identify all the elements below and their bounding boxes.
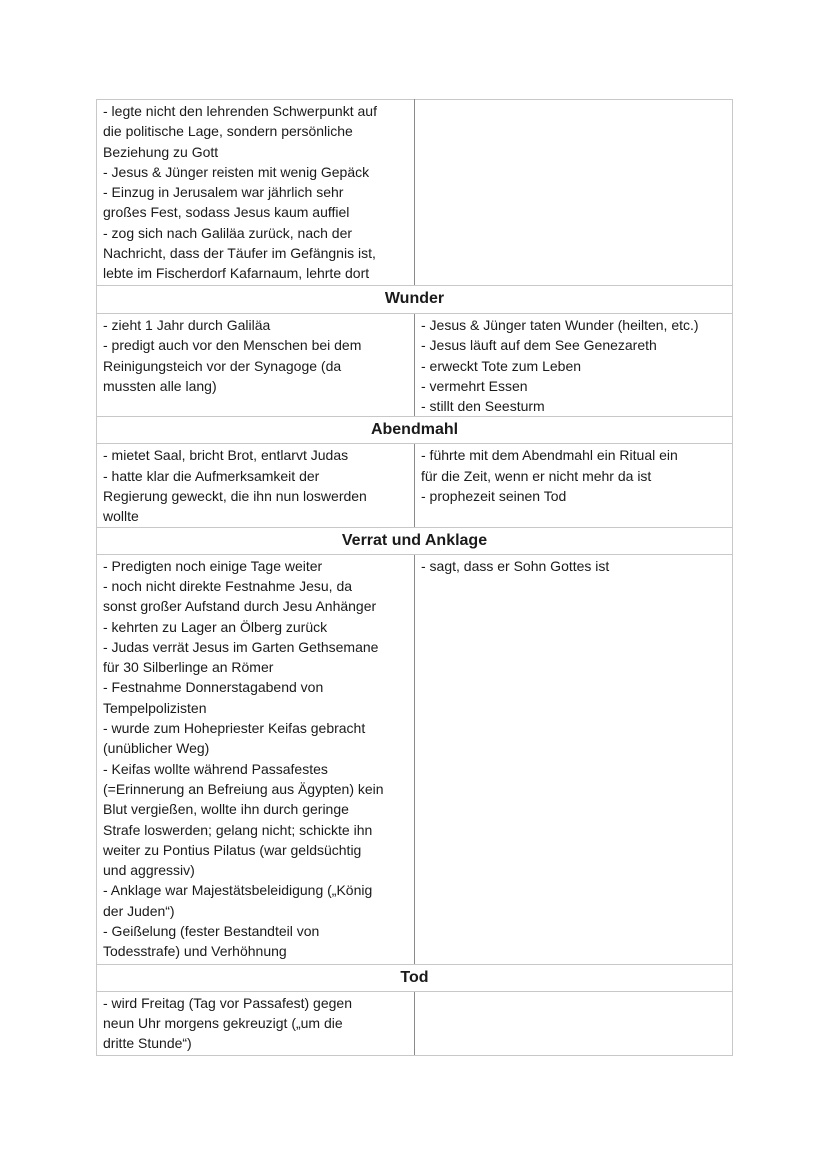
note-line: - zog sich nach Galiläa zurück, nach der	[103, 224, 353, 241]
left-column-cell	[97, 554, 415, 964]
section-title: Tod	[97, 964, 733, 991]
left-column-cell	[97, 444, 415, 527]
section-content-row	[97, 991, 733, 1055]
note-line: - wird Freitag (Tag vor Passafest) gegen	[103, 994, 352, 1011]
section-title: Verrat und Anklage	[97, 527, 733, 554]
note-line: - Jesus & Jünger taten Wunder (heilten, etc.)	[421, 317, 699, 333]
note-line: Reinigungsteich vor der Synagoge (da	[103, 357, 342, 374]
section-title: Abendmahl	[97, 417, 733, 444]
left-column-cell	[97, 991, 415, 1055]
note-line: großes Fest, sodass Jesus kaum auffiel	[103, 204, 350, 221]
right-column-cell	[415, 991, 733, 1055]
note-line: sonst großer Aufstand durch Jesu Anhänger	[103, 598, 377, 615]
note-line: und aggressiv)	[103, 862, 195, 879]
note-line: - hatte klar die Aufmerksamkeit der	[103, 467, 320, 484]
section-title: Wunder	[97, 286, 733, 314]
note-line: - vermehrt Essen	[421, 377, 528, 394]
right-column-cell	[415, 554, 733, 964]
note-line: die politische Lage, sondern persönliche	[103, 123, 353, 140]
note-line: - Anklage war Majestätsbeleidigung („König	[103, 882, 373, 899]
right-column-cell	[415, 100, 733, 286]
note-line: - Jesus & Jünger reisten mit wenig Gepäck	[103, 163, 370, 180]
note-line: der Juden“)	[103, 902, 175, 919]
note-line: (=Erinnerung an Befreiung aus Ägypten) kein	[103, 780, 384, 797]
section-content-row	[97, 554, 733, 964]
section-header-row	[97, 527, 733, 554]
note-line: - zieht 1 Jahr durch Galiläa	[103, 317, 271, 333]
note-line: - stillt den Seesturm	[421, 398, 545, 415]
note-line: - Jesus läuft auf dem See Genezareth	[421, 337, 657, 354]
note-line: Tempelpolizisten	[103, 699, 207, 716]
note-line: Blut vergießen, wollte ihn durch geringe	[103, 801, 349, 818]
notes-table	[96, 99, 733, 1056]
note-line: neun Uhr morgens gekreuzigt („um die	[103, 1014, 343, 1031]
note-line: - Festnahme Donnerstagabend von	[103, 679, 324, 696]
section-header-row	[97, 286, 733, 314]
note-line: Todesstrafe) und Verhöhnung	[103, 943, 287, 960]
section-header-row	[97, 964, 733, 991]
note-line: für die Zeit, wenn er nicht mehr da ist	[421, 467, 652, 484]
section-content-row	[97, 314, 733, 417]
note-line: dritte Stunde“)	[103, 1035, 192, 1052]
note-line: weiter zu Pontius Pilatus (war geldsüchtig	[103, 841, 362, 858]
note-line: - sagt, dass er Sohn Gottes ist	[421, 557, 610, 574]
note-line: - predigt auch vor den Menschen bei dem	[103, 337, 362, 354]
note-line: - prophezeit seinen Tod	[421, 488, 567, 505]
note-line: lebte im Fischerdorf Kafarnaum, lehrte dort	[103, 265, 370, 282]
section-header-row	[97, 417, 733, 444]
note-line: - kehrten zu Lager an Ölberg zurück	[103, 618, 328, 635]
note-line: - mietet Saal, bricht Brot, entlarvt Judas	[103, 447, 349, 464]
note-line: - Predigten noch einige Tage weiter	[103, 557, 323, 574]
note-line: für 30 Silberlinge an Römer	[103, 659, 274, 676]
right-column-cell	[415, 314, 733, 417]
right-column-cell	[415, 444, 733, 527]
note-line: Nachricht, dass der Täufer im Gefängnis ist,	[103, 245, 376, 262]
note-line: - Judas verrät Jesus im Garten Gethsemane	[103, 638, 379, 655]
note-line: Regierung geweckt, die ihn nun loswerden	[103, 488, 367, 505]
note-line: - Geißelung (fester Bestandteil von	[103, 923, 320, 940]
note-line: - Keifas wollte während Passafestes	[103, 760, 328, 777]
note-line: Beziehung zu Gott	[103, 143, 219, 160]
note-line: - erweckt Tote zum Leben	[421, 357, 582, 374]
note-line: - noch nicht direkte Festnahme Jesu, da	[103, 577, 353, 594]
note-line: - Einzug in Jerusalem war jährlich sehr	[103, 184, 344, 201]
note-line: mussten alle lang)	[103, 377, 217, 394]
left-column-cell	[97, 100, 415, 286]
note-line: - legte nicht den lehrenden Schwerpunkt auf	[103, 103, 377, 119]
note-line: - führte mit dem Abendmahl ein Ritual ein	[421, 447, 678, 464]
left-column-cell	[97, 314, 415, 417]
section-content-row	[97, 100, 733, 286]
note-line: - wurde zum Hohepriester Keifas gebracht	[103, 720, 366, 737]
note-line: (unüblicher Weg)	[103, 740, 210, 757]
note-line: wollte	[103, 508, 139, 525]
note-line: Strafe loswerden; gelang nicht; schickte ihn	[103, 821, 373, 838]
section-content-row	[97, 444, 733, 527]
